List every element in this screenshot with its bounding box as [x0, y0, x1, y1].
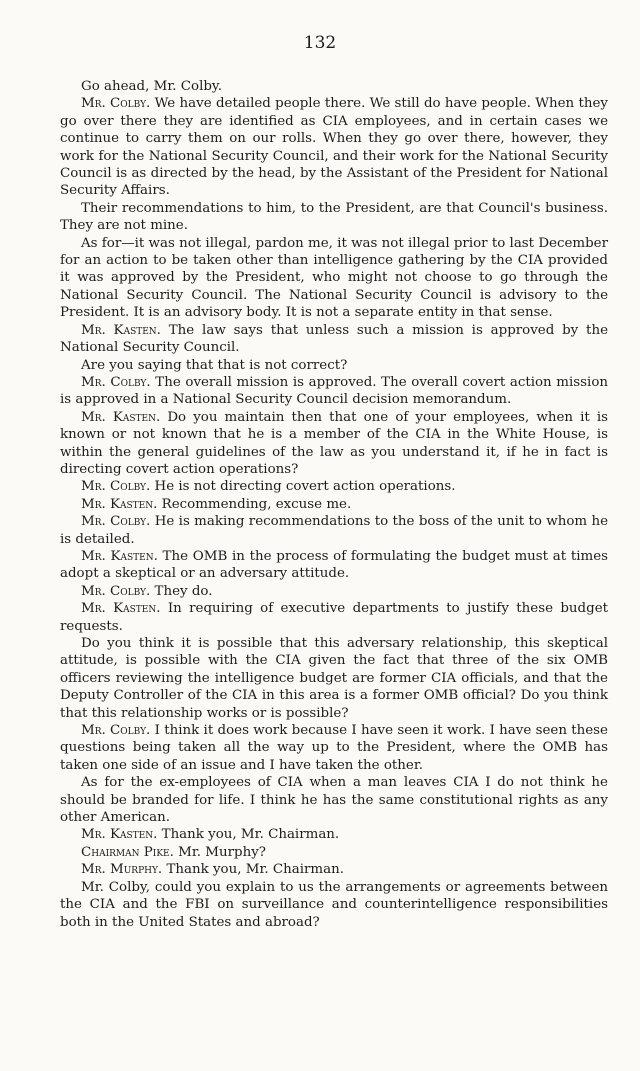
paragraph [60, 583, 608, 600]
paragraph [60, 774, 608, 826]
paragraph-text: The overall mission is approved. The overall covert action mission is approved in a National Security Council decision memorandum. [60, 374, 609, 408]
paragraph-text: The OMB in the process of formulating the budget must at times adopt a skeptical or an adversary attitude. [60, 548, 609, 582]
paragraph-text: I think it does work because I have seen it work. I have seen these questions being taken all the way up to the President, where the OMB has taken one side of an issue and I have taken the other. [60, 723, 608, 773]
paragraph [60, 879, 608, 931]
paragraph-text: Recommending, excuse me. [157, 496, 352, 512]
paragraph-text: As for the ex-employees of CIA when a man leaves CIA I do not think he should be branded for life. I think he has the same constitutional rights as any other American. [60, 775, 608, 826]
speaker-name: Mr. Kasten. [81, 409, 161, 425]
speaker-name: Mr. Kasten. [81, 548, 158, 564]
speaker-name: Chairman Pike. [81, 844, 174, 860]
speaker-name: Mr. Colby. [81, 479, 151, 495]
transcript-text [60, 78, 608, 931]
paragraph [60, 200, 608, 235]
paragraph [60, 861, 608, 878]
paragraph [60, 357, 608, 374]
paragraph [60, 235, 608, 322]
paragraph [60, 600, 608, 635]
speaker-name: Mr. Colby. [81, 583, 151, 599]
paragraph [60, 409, 608, 479]
paragraph [60, 95, 608, 199]
paragraph-text: The law says that unless such a mission is approved by the National Security Council. [60, 322, 608, 356]
paragraph-text: As for—it was not illegal, pardon me, it was not illegal prior to last December for an action to be taken other than intelligence gathering by the CIA provided it was approved by the President, who might not choose to go through the National Security Council. The National Security Council is advisory to the President. It is an advisory body. It is not a separate entity in that sense. [60, 235, 608, 321]
paragraph [60, 635, 608, 722]
paragraph-text: Their recommendations to him, to the President, are that Council's business. They are not mine. [60, 200, 608, 234]
speaker-name: Mr. Murphy. [81, 862, 163, 878]
paragraph [60, 844, 608, 861]
speaker-name: Mr. Kasten. [81, 496, 158, 512]
paragraph-text: In requiring of executive departments to justify these budget requests. [60, 601, 608, 634]
paragraph-text: He is not directing covert action operations. [150, 479, 456, 495]
paragraph [60, 322, 608, 357]
speaker-name: Mr. Kasten. [81, 322, 161, 338]
paragraph [60, 513, 608, 548]
paragraph [60, 374, 608, 409]
paragraph-text: He is making recommendations to the boss of the unit to whom he is detailed. [60, 514, 608, 547]
paragraph-text: They do. [150, 583, 213, 599]
speaker-name: Mr. Kasten. [81, 601, 161, 617]
paragraph [60, 496, 608, 513]
paragraph-text: Do you maintain then that one of your employees, when it is known or not known that he is a member of the CIA in the White House, is within the general guidelines of the law as you understand it, if he in fact is directing covert action operations? [60, 409, 608, 477]
paragraph [60, 478, 608, 495]
page-number: 132 [303, 33, 337, 53]
speaker-name: Mr. Colby. [81, 96, 151, 112]
paragraph-text: Thank you, Mr. Chairman. [157, 827, 340, 843]
speaker-name: Mr. Kasten. [81, 827, 158, 843]
paragraph [60, 548, 608, 583]
paragraph-text: Go ahead, Mr. Colby. [81, 79, 222, 94]
paragraph-text: Are you saying that that is not correct? [81, 357, 348, 373]
paragraph-text: Do you think it is possible that this adversary relationship, this skeptical attitude, is possible with the CIA given the fact that three of the six OMB officers reviewing the intelligence budget are former CIA officials, and that the Deputy Controller of the CIA in this area is a former OMB official? Do you think that this relationship works or is possible? [60, 636, 608, 721]
paragraph-text: Mr. Colby, could you explain to us the arrangements or agreements between the CIA and the FBI on surveillance and counterintelligence responsibilities both in the United States and abroad? [60, 879, 608, 930]
speaker-name: Mr. Colby. [81, 723, 151, 739]
paragraph-text: We have detailed people there. We still do have people. When they go over there they are identified as CIA employees, and in certain cases we continue to carry them on our rolls. When they go over there, however, they work for the National Security Council, and their work for the National Security Council is as directed by the head, by the Assistant of the President for National Security Affairs. [60, 96, 608, 199]
paragraph [60, 722, 608, 774]
paragraph-text: Thank you, Mr. Chairman. [162, 862, 344, 878]
paragraph [60, 826, 608, 843]
speaker-name: Mr. Colby. [81, 374, 151, 390]
speaker-name: Mr. Colby. [81, 514, 151, 530]
paragraph-text: Mr. Murphy? [173, 844, 266, 860]
paragraph [60, 78, 608, 95]
